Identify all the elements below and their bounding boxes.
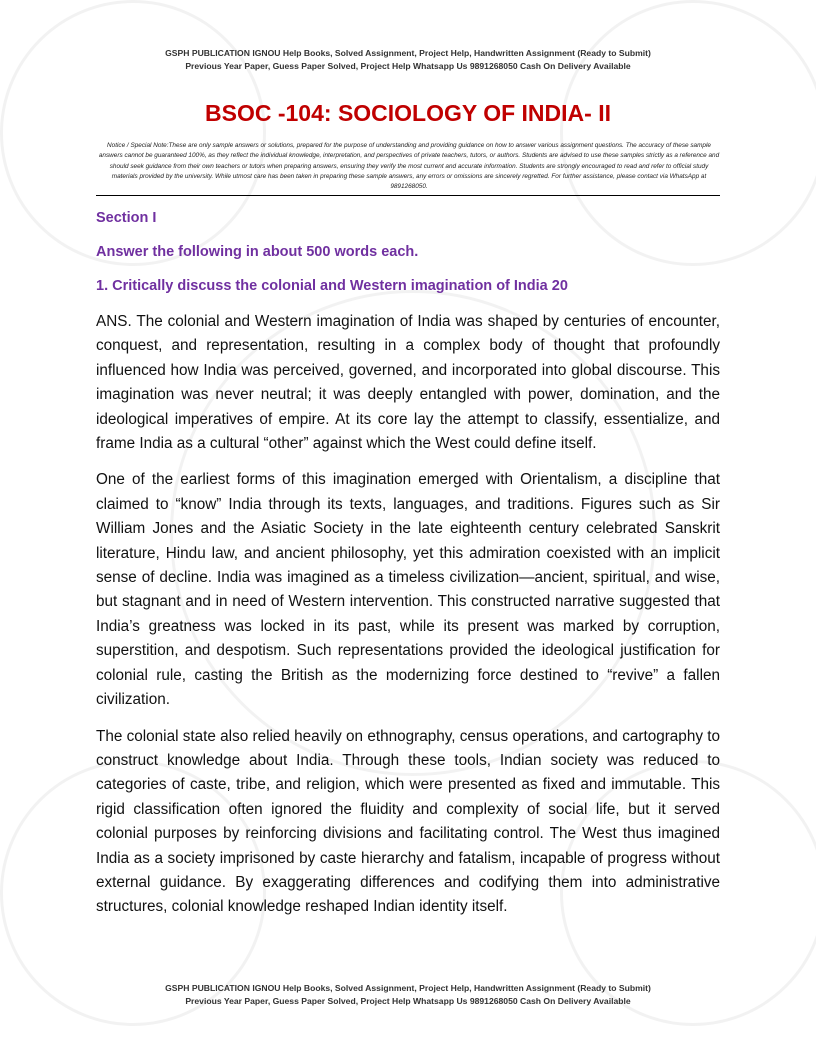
header-line-1: GSPH PUBLICATION IGNOU Help Books, Solved Assignment, Project Help, Handwritten Assignment (Ready to Submit) [165,48,651,58]
question-heading: 1. Critically discuss the colonial and Western imagination of India 20 [96,278,568,294]
answer-paragraph: One of the earliest forms of this imagination emerged with Orientalism, a discipline that claimed to “know” India through its texts, languages, and traditions. Figures such as Sir William Jones and the Asiatic Society in the late eighteenth century celebrated Sanskrit literature, Hindu law, and ancient philosophy, yet this admiration coexisted with an implicit sense of decline. India was imagined as a timeless civilization—ancient, spiritual, and wise, but stagnant and in need of Western intervention. This constructed narrative suggested that India’s greatness was locked in its past, while its present was marked by corruption, superstition, and despotism. Such representations provided the ideological justification for colonial rule, casting the British as the modernizing force destined to “revive” a fallen civilization. [96,471,720,709]
section-heading: Section I [96,210,157,226]
answer-paragraph: The colonial state also relied heavily on ethnography, census operations, and cartography to construct knowledge about India. Through these tools, Indian society was reduced to categories of caste, tribe, and religion, which were presented as fixed and immutable. This rigid classification often ignored the fluidity and complexity of social life, but it served colonial purposes by reinforcing divisions and facilitating control. The West thus imagined India as a society imprisoned by caste hierarchy and fatalism, incapable of progress without external guidance. By exaggerating differences and codifying them into administrative structures, colonial knowledge reshaped Indian identity itself. [96,727,720,916]
footer-line-1: GSPH PUBLICATION IGNOU Help Books, Solved Assignment, Project Help, Handwritten Assignment (Ready to Submit) [165,983,651,993]
answer-paragraph: ANS. The colonial and Western imagination of India was shaped by centuries of encounter, conquest, and representation, resulting in a complex body of thought that profoundly influenced how India was perceived, governed, and incorporated into global discourse. This imagination was never neutral; it was deeply entangled with power, domination, and the ideological imperatives of empire. At its core lay the attempt to classify, essentialize, and frame India as a cultural “other” against which the West could define itself. [96,313,720,453]
divider [96,195,720,196]
page-footer [60,982,756,1008]
notice-text: Notice / Special Note:These are only sample answers or solutions, prepared for the purpose of understanding and providing guidance on how to answer various assignment questions. The accuracy of these sample answers cannot be guaranteed 100%, as they reflect the individual knowledge, interpretation, and perspectives of private teachers, tutors, or authors. Students are advised to use these samples strictly as a reference and should seek guidance from their own teachers or tutors when preparing answers, ensuring they verify the most current and accurate information. Students are strongly encouraged to read and refer to official study materials provided by the university. While utmost care has been taken in preparing these sample answers, any errors or omissions are sincerely regretted. For further assistance, please contact via WhatsApp at 9891268050. [98,142,720,191]
footer-line-2: Previous Year Paper, Guess Paper Solved, Project Help Whatsapp Us 9891268050 Cash On Delivery Available [185,996,631,1006]
document-title: BSOC -104: SOCIOLOGY OF INDIA- II [205,100,611,126]
document-body [96,208,720,932]
page-header [60,47,756,73]
header-line-2: Previous Year Paper, Guess Paper Solved, Project Help Whatsapp Us 9891268050 Cash On Delivery Available [185,61,631,71]
instruction-heading: Answer the following in about 500 words each. [96,244,419,260]
